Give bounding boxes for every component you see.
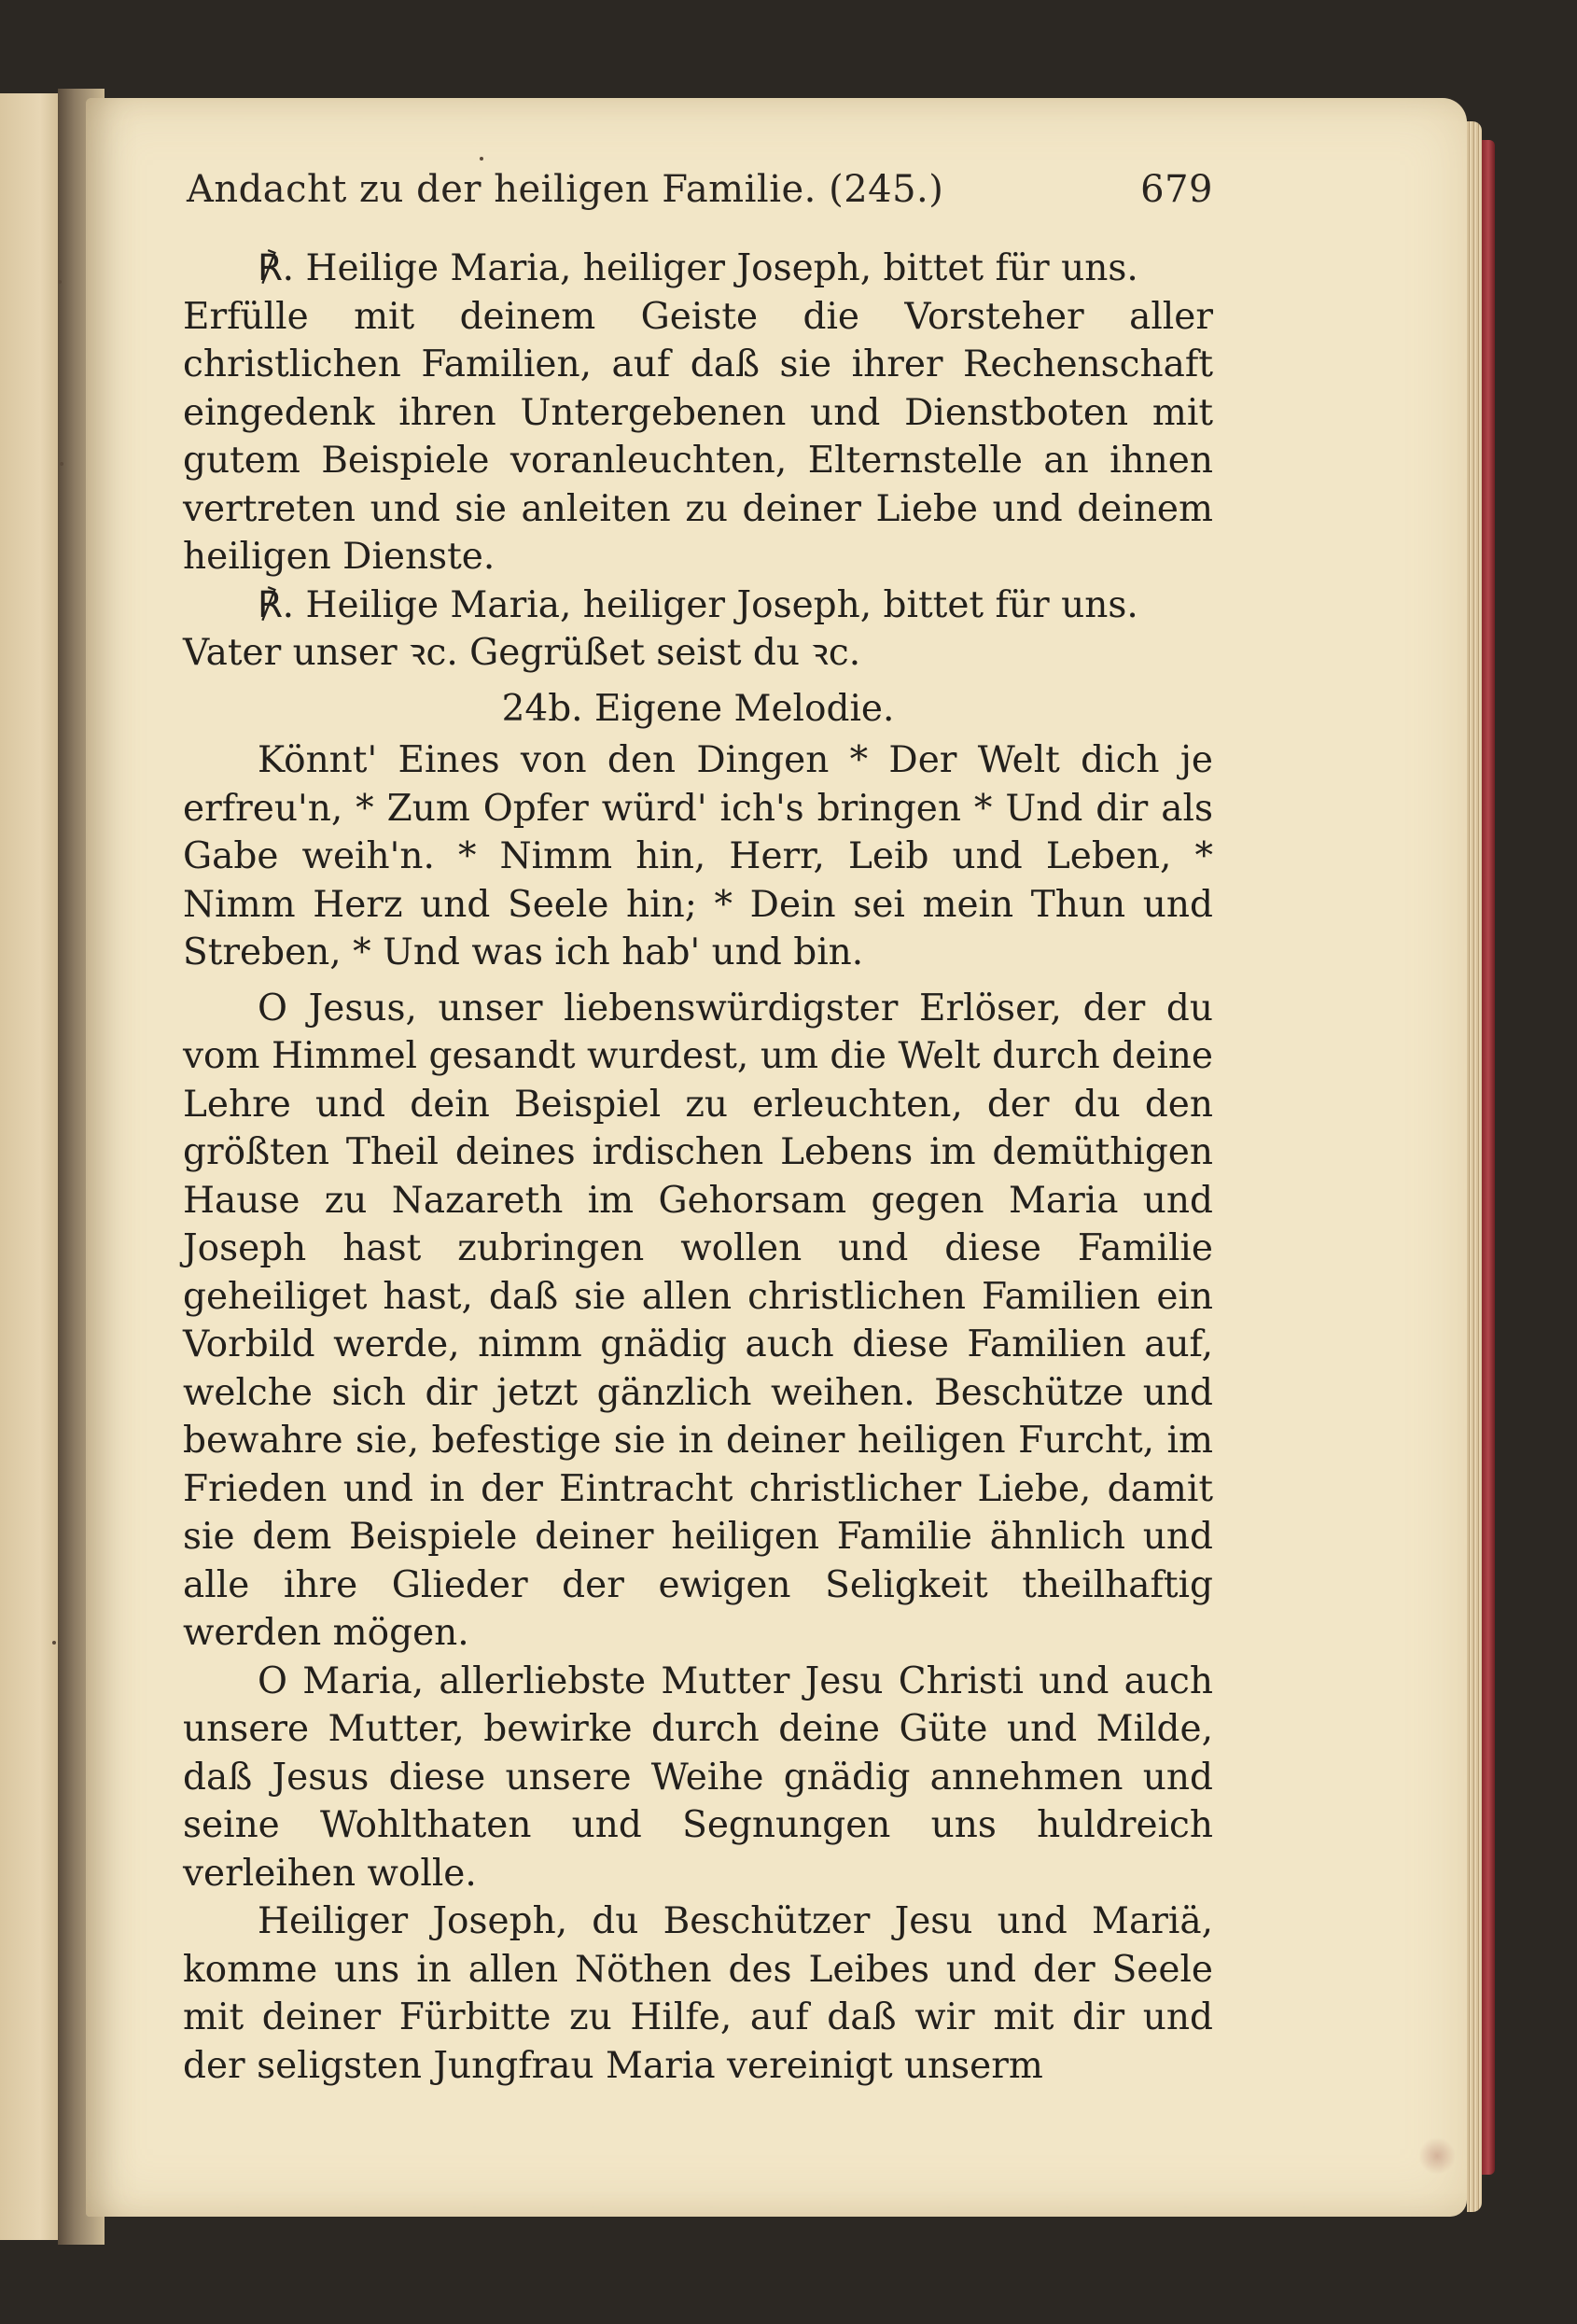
prayer-reference: Vater unser ꝛc. Gegrüßet seist du ꝛc.: [183, 632, 861, 674]
specks: [480, 157, 483, 161]
red-cover-edge: [1482, 140, 1495, 2175]
page-stain: [1418, 2137, 1456, 2175]
page-number: 679: [1140, 168, 1213, 211]
paragraph: Erfülle mit deinem Geiste die Vorsteher aller christlichen Familien, auf daß sie ihrer Rechenschaft eingedenk ihren Untergebenen und Dienstboten mit gutem Beispiele voranleuchten, Elternstelle an ihnen vertreten und sie anleiten zu deiner Liebe und deinem heiligen Dienste.: [183, 295, 1213, 578]
running-header: [187, 168, 1213, 211]
paragraph: Heiliger Joseph, du Beschützer Jesu und Mariä, komme uns in allen Nöthen des Leibes und der Seele mit deiner Fürbitte zu Hilfe, auf daß wir mit dir und der seligsten Jungfrau Maria vereinigt unserm: [183, 1900, 1213, 2087]
response-line: ℟. Heilige Maria, heiliger Joseph, bittet für uns.: [258, 247, 1138, 289]
header-title: Andacht zu der heiligen Familie. (245.): [187, 168, 944, 211]
page-body: [183, 245, 1213, 2090]
hymn-verse: Könnt' Eines von den Dingen * Der Welt dich je erfreu'n, * Zum Opfer würd' ich's bringen * Und dir als Gabe weih'n. * Nimm hin, Herr, Leib und Leben, * Nimm Herz und Seele hin; * Dein sei mein Thun und Streben, * Und was ich hab' und bin.: [183, 739, 1213, 973]
response-line: ℟. Heilige Maria, heiliger Joseph, bittet für uns.: [258, 583, 1138, 626]
paragraph: O Jesus, unser liebenswürdigster Erlöser, der du vom Himmel gesandt wurdest, um die Welt durch deine Lehre und dein Beispiel zu erleuchten, der du den größten Theil deines irdischen Lebens im demüthigen Hause zu Nazareth im Gehorsam gegen Maria und Joseph hast zubringen wollen und diese Familie geheiliget hast, daß sie allen christlichen Familien ein Vorbild werde, nimm gnädig auch diese Familien auf, welche sich dir jetzt gänzlich weihen. Beschütze und bewahre sie, befestige sie in deiner heiligen Furcht, im Frieden und in der Eintracht christlicher Liebe, damit sie dem Beispiele deiner heiligen Familie ähnlich und alle ihre Glieder der ewigen Seligkeit theilhaftig werden mögen.: [183, 987, 1213, 1654]
specks: [58, 280, 62, 284]
section-heading: 24b. Eigene Melodie.: [501, 687, 895, 730]
specks: [52, 1641, 56, 1645]
paragraph: O Maria, allerliebste Mutter Jesu Christi und auch unsere Mutter, bewirke durch deine Güte und Milde, daß Jesus diese unsere Weihe gnädig annehmen und seine Wohlthaten und Segnungen uns huldreich verleihen wolle.: [183, 1659, 1213, 1895]
specks: [60, 462, 63, 466]
page-stack-edge: [1467, 121, 1482, 2212]
